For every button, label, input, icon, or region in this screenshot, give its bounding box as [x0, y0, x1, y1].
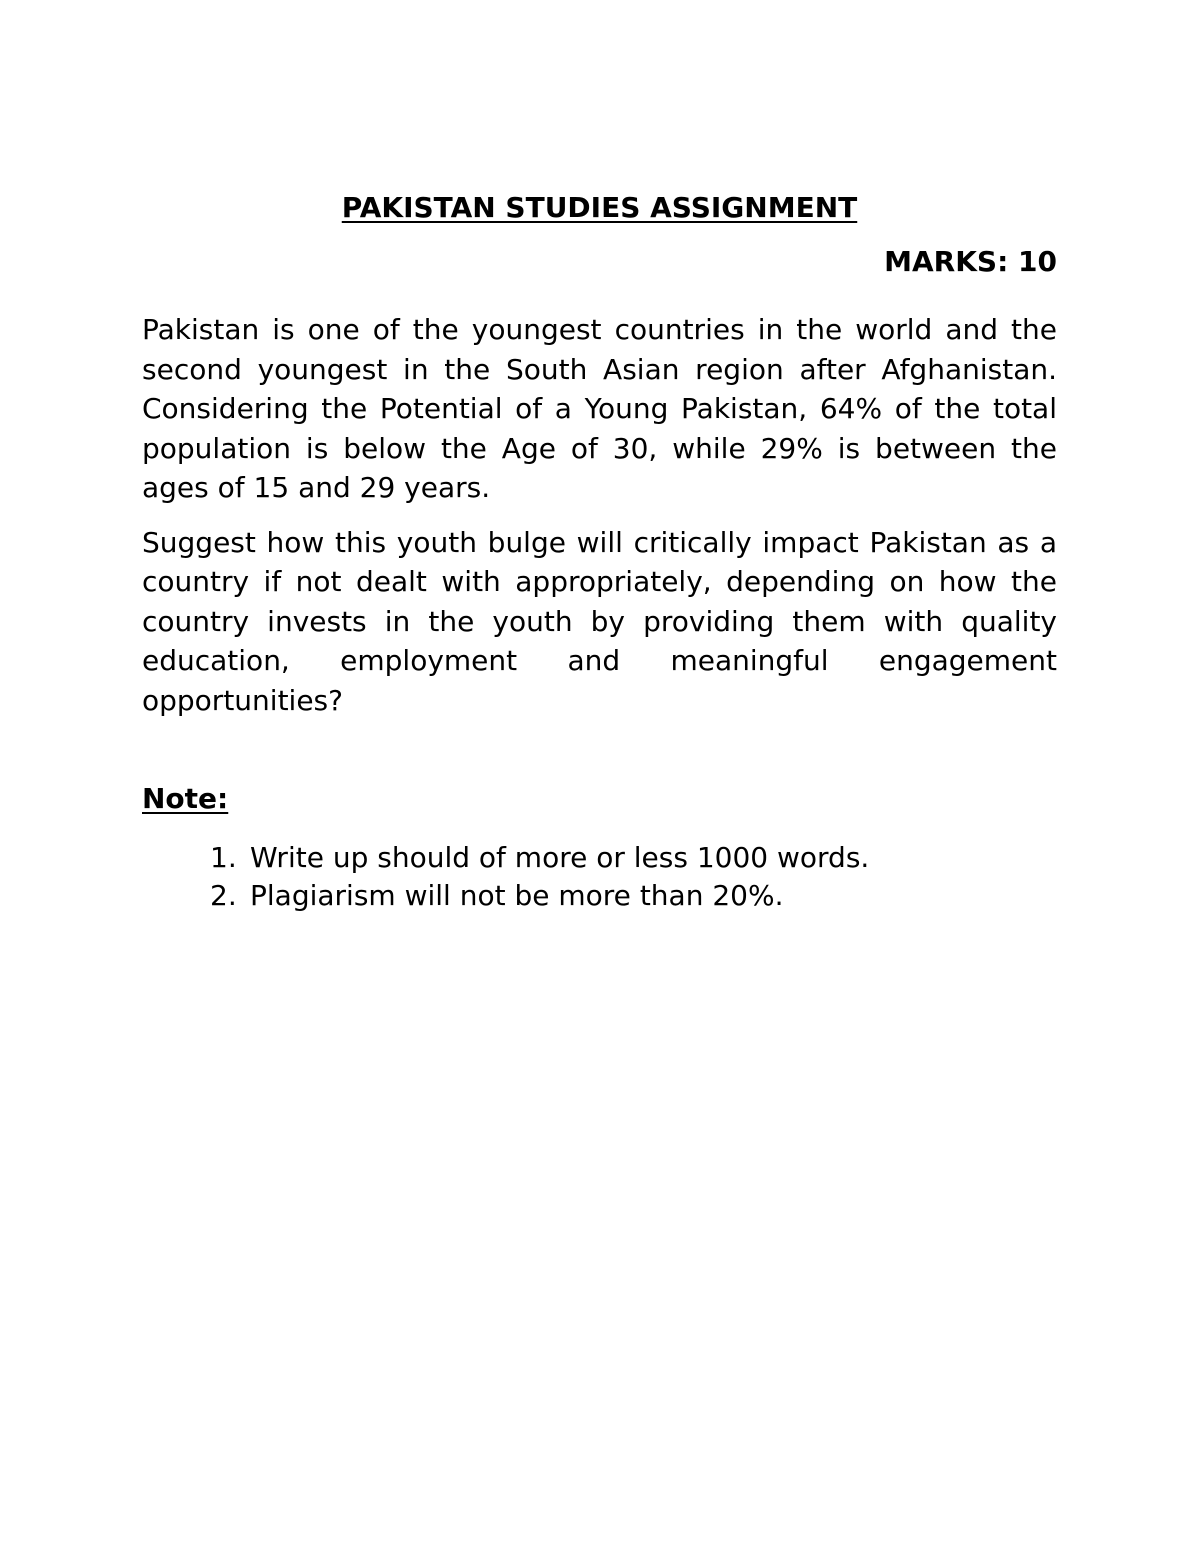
note-number: 1. [210, 841, 237, 874]
note-text: Write up should of more or less 1000 words. [250, 841, 870, 874]
document-body [142, 188, 1057, 915]
note-number: 2. [210, 879, 237, 912]
intro-paragraph: Pakistan is one of the youngest countries in the world and the second youngest in the South Asian region after Afghanistan. Considering the Potential of a Young Pakistan, 64% of the total population is below the Age of 30, while 29% is between the ages of 15 and 29 years. [142, 313, 1057, 504]
marks-label: MARKS: 10 [884, 245, 1057, 278]
notes-list [142, 839, 1057, 915]
note-item [210, 877, 1057, 915]
question-paragraph: Suggest how this youth bulge will critically impact Pakistan as a country if not dealt with appropriately, depending on how the country invests in the youth by providing them with quality education, employment and meaningful engagement opportunities? [142, 525, 1057, 717]
assignment-title: PAKISTAN STUDIES ASSIGNMENT [341, 191, 858, 224]
note-item [210, 839, 1057, 877]
note-heading: Note: [142, 782, 229, 815]
note-text: Plagiarism will not be more than 20%. [250, 879, 784, 912]
